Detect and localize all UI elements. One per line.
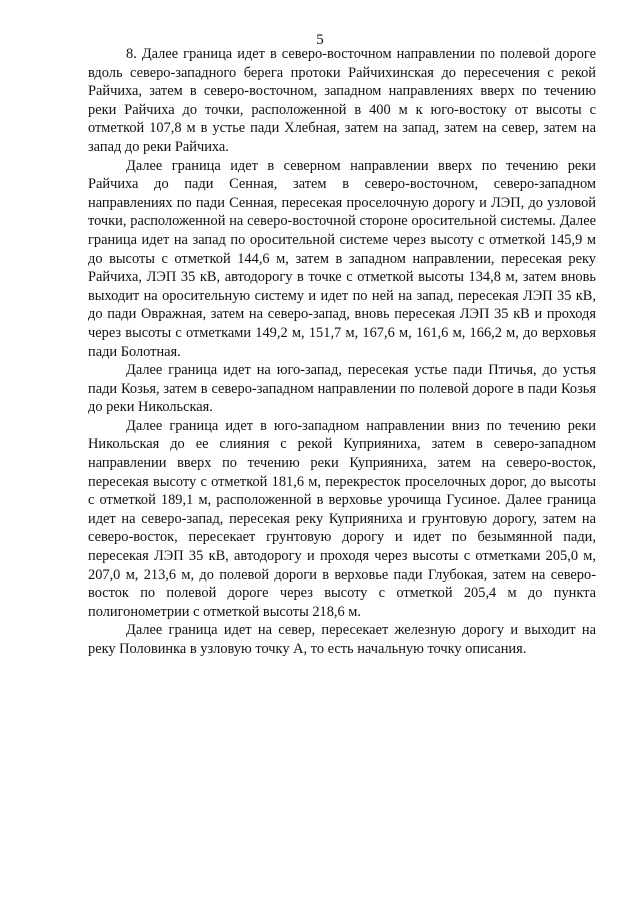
paragraph-8-boundary: 8. Далее граница идет в северо-восточном направлении по полевой дороге вдоль северо-западного берега протоки Райчихинская до пересечения с рекой Райчиха, затем в северо-восточном, западном направлениях вверх по течению реки Райчиха до точки, расположенной в 400 м к юго-востоку от высоты с отметкой 107,8 м в устье пади Хлебная, затем на запад, затем на север, затем на запад до реки Райчиха. bbox=[88, 46, 596, 155]
document-body bbox=[88, 45, 596, 659]
paragraph-north-boundary: Далее граница идет в северном направлении вверх по течению реки Райчиха до пади Сенная, затем в северо-восточном, северо-западном направлениях по пади Сенная, пересекая проселочную дорогу и ЛЭП, до узловой точки, расположенной на северо-восточной стороне оросительной системы. Далее граница идет на запад по оросительной системе через высоту с отметкой 145,9 м до высоты с отметкой 144,6 м, затем в западном направлении, пересекая реку Райчиха, ЛЭП 35 кВ, автодорогу в точке с отметкой высоты 134,8 м, затем вновь выходит на оросительную систему и идет по ней на запад, пересекая ЛЭП 35 кВ, до пади Овражная, затем на северо-запад, вновь пересекая ЛЭП 35 кВ и проходя через высоты с отметками 149,2 м, 151,7 м, 167,6 м, 161,6 м, 166,2 м, до верховья пади Болотная. bbox=[88, 157, 596, 360]
paragraph-southwest-boundary: Далее граница идет на юго-запад, пересекая устье пади Птичья, до устья пади Козья, затем в северо-западном направлении по полевой дороге в пади Козья до реки Никольская. bbox=[88, 362, 596, 416]
paragraph-nikolskaya-boundary: Далее граница идет в юго-западном направлении вниз по течению реки Никольская до ее слияния с рекой Куприяниха, затем в северо-западном направлении вверх по течению реки Куприяниха, затем на северо-восток, пересекая высоту с отметкой 181,6 м, перекресток проселочных дорог, до высоты с отметкой 189,1 м, расположенной в верховье урочища Гусиное. Далее граница идет на северо-запад, пересекая реку Куприяниха и грунтовую дорогу, затем на северо-восток, пересекает грунтовую дорогу и идет по безымянной пади, пересекая ЛЭП 35 кВ, автодорогу и проходя через высоты с отметками 205,0 м, 207,0 м, 213,6 м, до полевой дороги в верховье пади Глубокая, затем на северо-восток по полевой дороге через высоту с отметкой 205,4 м до пункта полигонометрии с отметкой высоты 218,6 м. bbox=[88, 417, 596, 620]
paragraph-final-boundary: Далее граница идет на север, пересекает железную дорогу и выходит на реку Половинка в узловую точку А, то есть начальную точку описания. bbox=[88, 622, 596, 657]
page-number: 5 bbox=[316, 32, 324, 48]
